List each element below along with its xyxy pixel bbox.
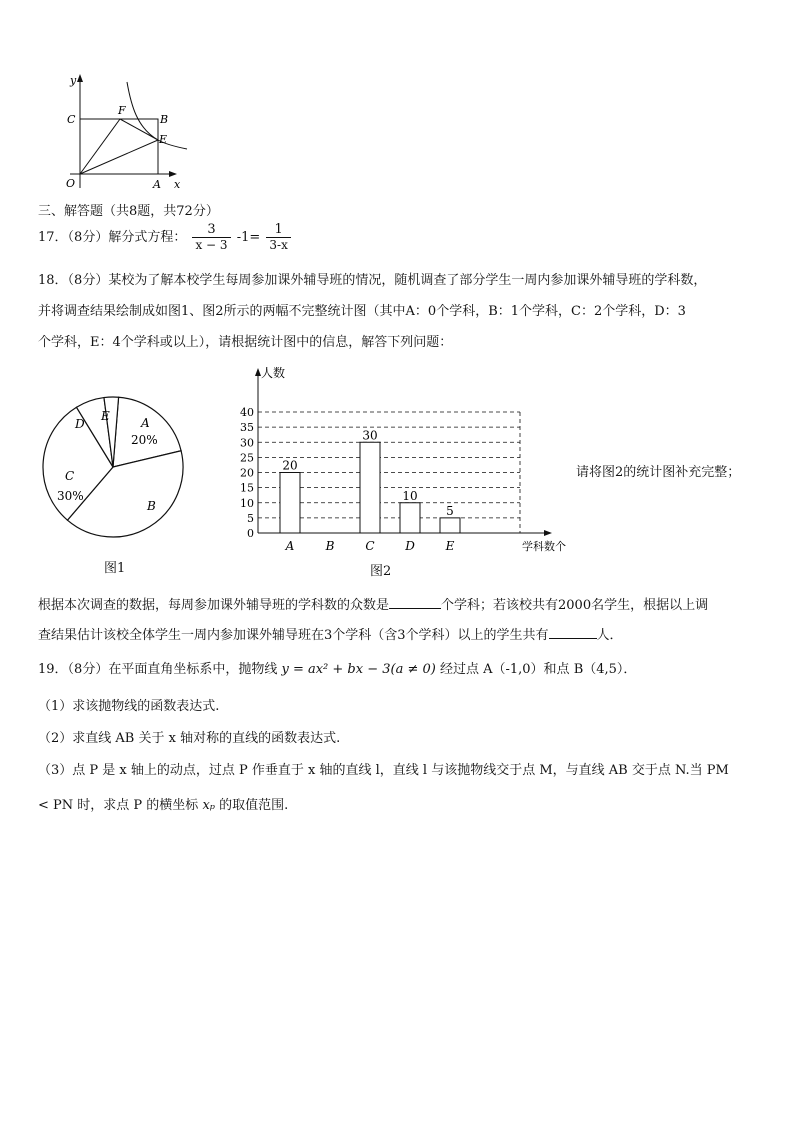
bar-y-label: 人数 <box>261 366 286 380</box>
q17-prefix: 17．（8分）解分式方程： <box>38 230 187 245</box>
question-17 <box>38 222 293 253</box>
q18-after1b: 个学科；若该校共有2000名学生，根据以上调 <box>441 598 709 613</box>
pie-label-c: C <box>65 469 75 483</box>
label-o: O <box>66 177 76 190</box>
q19-part3-2a: < PN 时，求点 P 的横坐标 <box>38 798 199 813</box>
q17-frac2-den: 3-x <box>266 237 290 253</box>
pie-label-e: E <box>101 409 110 423</box>
y-tick-label: 20 <box>240 466 254 480</box>
bar-yticks <box>240 406 254 540</box>
pie-caption: 图1 <box>104 561 126 576</box>
q18-after1a: 根据本次调查的数据，每周参加课外辅导班的学科数的众数是 <box>38 598 390 613</box>
bar-c <box>360 442 380 533</box>
section-heading: 三、解答题（共8题，共72分） <box>38 204 219 219</box>
q19-xp: xₚ <box>202 798 215 813</box>
q18-after-line2 <box>38 624 623 645</box>
bar-value-label-e: 5 <box>446 503 454 518</box>
y-tick-label: 35 <box>240 421 254 435</box>
bar-caption: 图2 <box>370 564 392 579</box>
label-e: E <box>159 133 168 146</box>
bar-x-label: 学科数个 <box>522 540 566 553</box>
q17-fraction-1 <box>192 222 230 253</box>
q19-formula: y = ax² + bx − 3(a ≠ 0) <box>281 662 436 677</box>
q18-line2: 并将调查结果绘制成如图1、图2所示的两幅不完整统计图（其中A：0个学科，B：1个学科，C：2个学科，D：3 <box>38 304 686 319</box>
label-a: A <box>153 178 161 191</box>
bar-value-label-c: 30 <box>362 428 378 443</box>
pie-label-a: A <box>141 416 150 430</box>
pie-label-d: D <box>75 417 85 431</box>
y-tick-label: 40 <box>240 406 254 419</box>
y-tick-label: 0 <box>247 527 254 540</box>
answer-blank-mode[interactable] <box>389 594 441 609</box>
bar-a <box>280 473 300 534</box>
x-tick-label-b: B <box>325 539 335 553</box>
bar-e <box>440 518 460 533</box>
y-tick-label: 10 <box>240 496 254 510</box>
bar-chart <box>228 362 588 562</box>
q17-fraction-2 <box>266 222 290 253</box>
q18-after2b: 人． <box>596 628 623 643</box>
segment-fe <box>120 119 158 140</box>
q19-stem <box>38 661 636 679</box>
q17-frac1-num: 3 <box>207 222 216 237</box>
q18-line3: 个学科，E：4个学科或以上），请根据统计图中的信息，解答下列问题： <box>38 335 453 350</box>
q19-part2: （2）求直线 AB 关于 x 轴对称的直线的函数表达式. <box>38 731 341 746</box>
x-axis-arrow <box>169 171 177 177</box>
label-x: x <box>174 178 181 191</box>
x-tick-label-c: C <box>365 539 375 553</box>
label-b: B <box>160 113 169 126</box>
q17-middle: -1= <box>236 230 261 245</box>
segment-oe <box>80 140 158 174</box>
q19-part3-line2 <box>38 797 288 815</box>
q19-stem-b: 经过点 A（-1,0）和点 B（4,5）． <box>439 662 637 677</box>
q18-after-line1 <box>38 594 708 615</box>
x-tick-label-e: E <box>445 539 455 553</box>
pie-percent-a: 20% <box>131 433 158 447</box>
geometry-figure <box>55 70 195 195</box>
answer-blank-count[interactable] <box>549 624 597 639</box>
pie-slices <box>43 397 183 537</box>
q18-side-note: 请将图2的统计图补充完整； <box>576 465 741 480</box>
y-axis-arrow <box>77 74 83 82</box>
q19-part3-line1: （3）点 P 是 x 轴上的动点，过点 P 作垂直于 x 轴的直线 l，直线 l 与该抛物线交于点 M，与直线 AB 交于点 N.当 PM <box>38 763 729 778</box>
bar-value-label-d: 10 <box>402 488 418 503</box>
y-tick-label: 5 <box>247 511 254 525</box>
q19-stem-a: 19．（8分）在平面直角坐标系中，抛物线 <box>38 662 278 677</box>
q17-frac1-den: x − 3 <box>192 237 230 253</box>
bar-value-label-a: 20 <box>282 458 298 473</box>
label-f: F <box>118 104 126 117</box>
y-tick-label: 25 <box>240 451 254 465</box>
bar-xticks <box>285 539 455 553</box>
label-y: y <box>70 74 77 87</box>
label-c: C <box>67 113 76 126</box>
bar-x-axis-arrow <box>544 530 552 536</box>
y-tick-label: 15 <box>240 481 254 495</box>
q19-part1: （1）求该抛物线的函数表达式. <box>38 699 220 714</box>
bar-bars <box>280 428 460 533</box>
rectangle-edges <box>80 119 158 174</box>
pie-percent-c: 30% <box>57 489 84 503</box>
q17-frac2-num: 1 <box>274 222 283 237</box>
bar-d <box>400 503 420 533</box>
pie-chart <box>38 392 188 542</box>
q19-part3-2b: 的取值范围. <box>219 798 289 813</box>
x-tick-label-a: A <box>285 539 295 553</box>
pie-label-b: B <box>147 499 156 513</box>
x-tick-label-d: D <box>405 539 415 553</box>
q18-line1: 18．（8分）某校为了解本校学生每周参加课外辅导班的情况，随机调查了部分学生一周内参加课外辅导班的学科数， <box>38 273 707 288</box>
y-tick-label: 30 <box>240 436 254 450</box>
q18-after2a: 查结果估计该校全体学生一周内参加课外辅导班在3个学科（含3个学科）以上的学生共有 <box>38 628 549 643</box>
